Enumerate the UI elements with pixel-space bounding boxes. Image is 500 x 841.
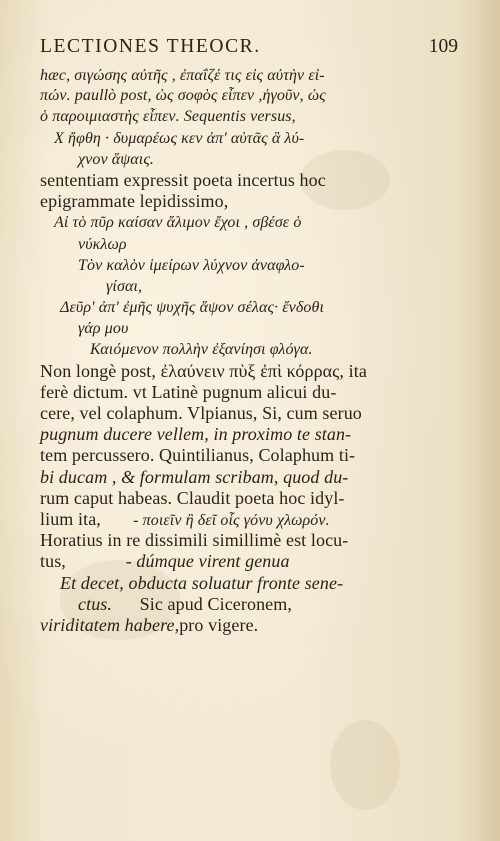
page-text bbox=[40, 30, 460, 636]
running-header bbox=[40, 30, 460, 64]
text-line: Δεῦρ' ἀπ' ἐμῆς ψυχῆς ἅψον σέλας· ἔνδοθι bbox=[60, 299, 324, 317]
text-line: viriditatem habere,pro vigere. bbox=[40, 614, 259, 635]
text-line: χνον ἅψαις. bbox=[78, 150, 155, 168]
text-line: Et decet, obducta soluatur fronte sene- bbox=[60, 572, 344, 593]
text-line: bi ducam , & formulam scribam, quod du- bbox=[40, 466, 349, 487]
text-line: Αἰ τὸ πῦρ καίσαν ἄλιμον ἔχοι , σβέσε ὁ bbox=[54, 214, 302, 232]
running-title: LECTIONES THEOCR. bbox=[40, 36, 261, 57]
paper-stain bbox=[330, 720, 400, 810]
text-line: Χ ἤφθη · δυμαρέως κεν ἀπ' αὐτᾶς ἃ λύ- bbox=[54, 129, 305, 147]
text-line: γάρ μου bbox=[78, 320, 129, 338]
text-line: lium ita, - ποιεῖν ἢ δεῖ οἷς γόνυ χλωρόν. bbox=[40, 508, 330, 529]
text-line: ὁ παροιμιαστὴς εἶπεν. Sequentis versus, bbox=[40, 108, 296, 126]
text-line: Καιόμενον πολλὴν ἐξανίησι φλόγα. bbox=[90, 341, 313, 359]
text-line: γίσαι, bbox=[106, 277, 143, 295]
text-line: cere, vel colaphum. Vlpianus, Si, cum seruo bbox=[40, 403, 362, 423]
text-line: rum caput habeas. Claudit poeta hoc idyl- bbox=[40, 487, 345, 508]
text-line: πών. paullò post, ὡς σοφὸς εἶπεν ,ἡγοῦν, ὡς bbox=[40, 87, 326, 105]
page-number: 109 bbox=[428, 36, 458, 57]
text-line: Horatius in re dissimili simillimè est locu- bbox=[40, 530, 349, 551]
text-line: ctus. Sic apud Ciceronem, bbox=[78, 593, 292, 614]
text-line: epigrammate lepidissimo, bbox=[40, 191, 229, 212]
text-line: Non longè post, ἐλαύνειν πὺξ ἐπὶ κόρρας, ita bbox=[40, 360, 367, 381]
text-line: tus, - dúmque virent genua bbox=[40, 551, 290, 572]
text-line: sententiam expressit poeta incertus hoc bbox=[40, 169, 326, 190]
text-line: tem percussero. Quintilianus, Colaphum ti- bbox=[40, 445, 356, 466]
text-line: Τὸν καλὸν ἱμείρων λύχνον ἀναφλο- bbox=[78, 256, 305, 274]
text-line: νύκλωρ bbox=[78, 235, 127, 253]
text-line: ferè dictum. vt Latinè pugnum alicui du- bbox=[40, 381, 337, 402]
text-line: hæc, σιγώσης αὐτῆς , ἐπαΐζέ τις εἰς αὐτὴν εἰ- bbox=[40, 67, 325, 84]
text-line: pugnum ducere vellem, in proximo te stan- bbox=[40, 424, 352, 445]
